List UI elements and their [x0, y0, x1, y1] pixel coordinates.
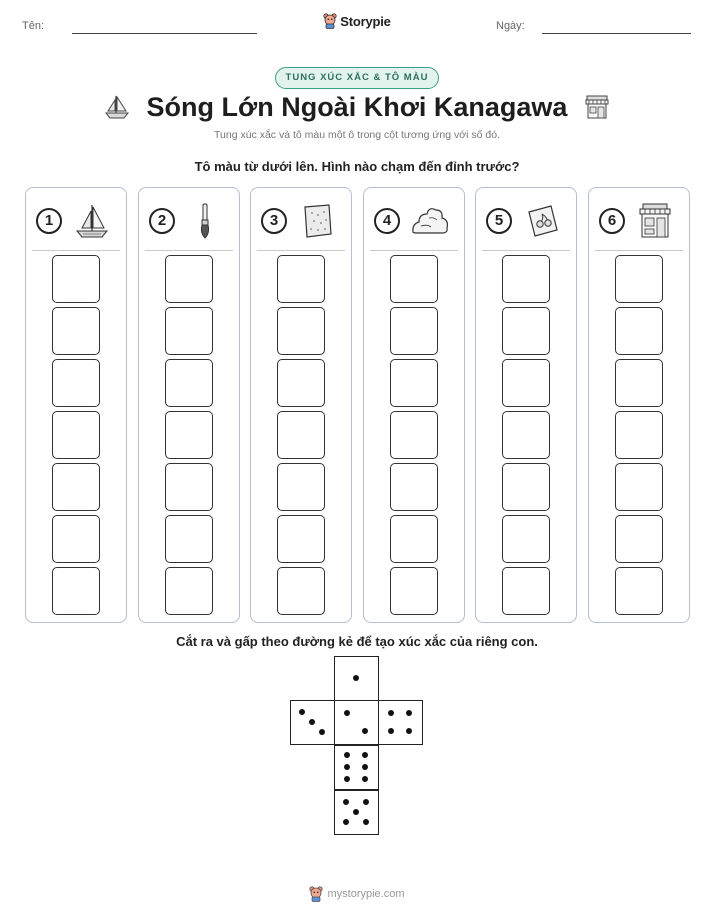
- color-cell[interactable]: [615, 515, 663, 563]
- column-number: 5: [486, 208, 512, 234]
- paintbrush-icon: [184, 202, 226, 240]
- color-cell[interactable]: [615, 463, 663, 511]
- color-cell[interactable]: [165, 411, 213, 459]
- color-cell[interactable]: [52, 255, 100, 303]
- race-column-4: [363, 187, 465, 623]
- color-cell[interactable]: [52, 411, 100, 459]
- color-cell[interactable]: [277, 515, 325, 563]
- instruction: Tô màu từ dưới lên. Hình nào chạm đến đỉnh trước?: [194, 159, 520, 174]
- color-cell[interactable]: [165, 255, 213, 303]
- die-face-2: [334, 700, 379, 745]
- cut-instruction: Cắt ra và gấp theo đường kẻ để tạo xúc xắc của riêng con.: [176, 634, 538, 649]
- color-cell[interactable]: [52, 463, 100, 511]
- column-number: 2: [149, 208, 175, 234]
- sailboat-icon: [103, 93, 131, 121]
- color-cell[interactable]: [502, 515, 550, 563]
- color-cell[interactable]: [615, 567, 663, 615]
- color-cell[interactable]: [52, 307, 100, 355]
- bear-mascot-icon: [309, 886, 323, 902]
- color-cell[interactable]: [502, 463, 550, 511]
- color-cell[interactable]: [390, 515, 438, 563]
- race-column-2: [138, 187, 240, 623]
- color-cell[interactable]: [165, 567, 213, 615]
- color-cell[interactable]: [165, 515, 213, 563]
- paper-sheet-icon: [296, 202, 338, 240]
- race-column-6: [588, 187, 690, 623]
- footer: [0, 886, 714, 907]
- color-cell[interactable]: [277, 359, 325, 407]
- bear-mascot-icon: [323, 13, 337, 29]
- color-cell[interactable]: [165, 359, 213, 407]
- color-cell[interactable]: [390, 567, 438, 615]
- color-cell[interactable]: [277, 567, 325, 615]
- rice-mound-icon: [409, 202, 451, 240]
- color-cell[interactable]: [277, 255, 325, 303]
- column-number: 4: [374, 208, 400, 234]
- market-stall-icon: [634, 202, 676, 240]
- brand-name: Storypie: [340, 13, 391, 29]
- subtitle: Tung xúc xắc và tô màu một ô trong cột tương ứng với số đó.: [214, 129, 500, 141]
- color-cell[interactable]: [277, 463, 325, 511]
- color-cell[interactable]: [502, 359, 550, 407]
- color-cell[interactable]: [390, 255, 438, 303]
- sailboat-icon: [71, 202, 113, 240]
- color-cell[interactable]: [390, 359, 438, 407]
- color-cell[interactable]: [502, 307, 550, 355]
- color-cell[interactable]: [615, 255, 663, 303]
- color-cell[interactable]: [52, 359, 100, 407]
- date-label: Ngày:: [496, 20, 525, 32]
- activity-badge: TUNG XÚC XẮC & TÔ MÀU: [275, 67, 439, 89]
- color-cell[interactable]: [277, 411, 325, 459]
- page-title: Sóng Lớn Ngoài Khơi Kanagawa: [146, 91, 568, 122]
- race-column-1: [25, 187, 127, 623]
- color-cell[interactable]: [502, 411, 550, 459]
- die-face-4: [378, 700, 423, 745]
- column-number: 6: [599, 208, 625, 234]
- color-cell[interactable]: [165, 307, 213, 355]
- color-cell[interactable]: [52, 515, 100, 563]
- color-cell[interactable]: [615, 359, 663, 407]
- die-face-5: [334, 790, 379, 835]
- color-cell[interactable]: [52, 567, 100, 615]
- color-cell[interactable]: [502, 567, 550, 615]
- race-column-5: [475, 187, 577, 623]
- die-face-3: [290, 700, 335, 745]
- name-label: Tên:: [22, 20, 45, 32]
- column-number: 3: [261, 208, 287, 234]
- footer-url[interactable]: mystorypie.com: [327, 888, 405, 900]
- die-face-1: [334, 656, 379, 701]
- color-cell[interactable]: [165, 463, 213, 511]
- race-column-3: [250, 187, 352, 623]
- color-cell[interactable]: [615, 411, 663, 459]
- brand-logo: [0, 13, 714, 34]
- column-number: 1: [36, 208, 62, 234]
- color-cell[interactable]: [390, 463, 438, 511]
- color-cell[interactable]: [390, 307, 438, 355]
- cherry-box-icon: [521, 202, 563, 240]
- market-stall-icon: [583, 93, 611, 121]
- die-face-6: [334, 745, 379, 790]
- color-cell[interactable]: [615, 307, 663, 355]
- color-cell[interactable]: [277, 307, 325, 355]
- color-cell[interactable]: [502, 255, 550, 303]
- color-cell[interactable]: [390, 411, 438, 459]
